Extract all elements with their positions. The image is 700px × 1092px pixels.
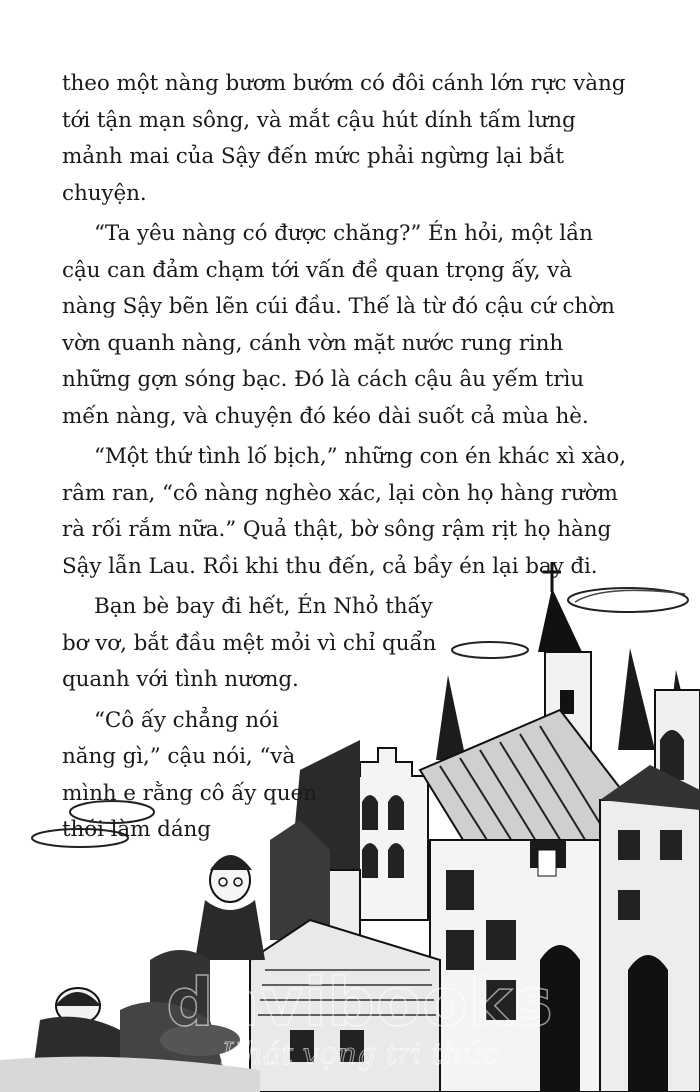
paragraph-5: “Cô ấy chẳng nói năng gì,” cậu nói, “và mình e rằng cô ấy quen thói làm dáng [62,707,317,842]
narrow-column [62,589,632,699]
paragraph-2: “Ta yêu nàng có được chăng?” Én hỏi, một lần cậu can đảm chạm tới vấn đề quan trọng ấy, và nàng Sậy bẽn lẽn cúi đầu. Thế là từ đó cậu cứ chờn vờn quanh nàng, cánh vờn mặt nước rung rinh những gợn sóng bạc. Đó là cách cậu âu yếm trìu mến nàng, và chuyện đó kéo dài suốt cả mùa hè. [62,221,615,429]
prince-figure [195,855,265,960]
paragraph-4: Bạn bè bay đi hết, Én Nhỏ thấy bơ vơ, bắt đầu mệt mỏi vì chỉ quẩn quanh với tình nương. [62,594,437,692]
narrow-column-2 [62,703,632,849]
story-text [62,66,632,853]
paragraph-3: “Một thứ tình lố bịch,” những con én khác xì xào, râm ran, “cô nàng nghèo xác, lại còn họ hàng rườm rà rối rắm nữa.” Quả thật, bờ sông rậm rịt họ hàng Sậy lẫn Lau. Rồi khi thu đến, cả bầy én lại bay đi. [62,444,626,579]
paragraph-1: theo một nàng bươm bướm có đôi cánh lớn rực vàng tới tận mạn sông, và mắt cậu hút dính tấm lưng mảnh mai của Sậy đến mức phải ngừng lại bắt chuyện. [62,71,626,206]
